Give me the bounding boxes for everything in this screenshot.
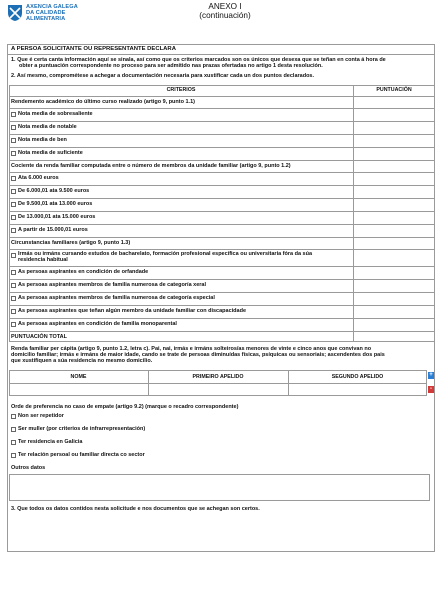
income-note-line: que xustifiquen a súa residencia no mesmo domicilio.: [11, 358, 153, 364]
criteria-option-label-cont: residencia habitual: [18, 257, 68, 263]
income-checkbox[interactable]: [11, 228, 16, 233]
criteria-option-label: De 9.500,01 ata 13.000 euros: [18, 201, 93, 207]
annex-subtitle: (continuación): [199, 11, 251, 20]
criteria-option-label: De 6.000,01 ata 9.500 euros: [18, 188, 90, 194]
tiebreak-checkbox[interactable]: [11, 427, 16, 432]
agency-logo: [7, 3, 107, 25]
declaration-point-1-cont: obter a puntuación correspondente no proceso para ser admitido nas prazas ofertadas no artigo 1 desta resolución.: [19, 63, 323, 69]
criteria-option-label: As persoas aspirantes membros de familia numerosa de categoría especial: [18, 295, 215, 301]
criteria-option-label: Nota media de sobresaliente: [18, 111, 93, 117]
income-note-line: Renda familiar per cápita (artigo 9, punto 1.2, letra c). Pai, nai, irmás e irmáns solteiros/as menores de vinte e cinco anos que convivan no: [11, 346, 372, 352]
criteria-option-label: As persoas aspirantes en condición de orfandade: [18, 269, 149, 275]
declaration-point-3: 3. Que todos os datos contidos nesta solicitude e nos documentos que se achegan son certos.: [11, 506, 260, 512]
criteria-option-label: As persoas aspirantes en condición de familia monoparental: [18, 321, 177, 327]
family-checkbox[interactable]: [11, 309, 16, 314]
tiebreak-heading: Orde de preferencia no caso de empate (artigo 9.2) (marque o recadro correspondente): [11, 404, 239, 410]
family-checkbox[interactable]: [11, 283, 16, 288]
declaration-point-1: 1. Que é certa canta información aquí se sinala, así como que os criterios marcados son os únicos que desexa que se teñan en conta á hora de: [11, 57, 386, 63]
second-surname-column-header: SEGUNDO APELIDO: [331, 374, 384, 380]
remove-row-button[interactable]: -: [430, 386, 432, 392]
criteria-option-label: A partir de 15.000,01 euros: [18, 227, 88, 233]
first-surname-column-header: PRIMEIRO APELIDO: [192, 374, 244, 380]
family-checkbox[interactable]: [11, 270, 16, 275]
agency-name-line: ALIMENTARIA: [26, 16, 66, 22]
other-data-label: Outros datos: [11, 465, 46, 471]
tiebreak-option-label: Ter relación persoal ou familiar directa co sector: [18, 452, 145, 458]
criteria-option-label: As persoas aspirantes membros de familia numerosa de categoría xeral: [18, 282, 206, 288]
section-title: A PERSOA SOLICITANTE OU REPRESENTANTE DECLARA: [11, 46, 176, 52]
income-checkbox[interactable]: [11, 176, 16, 181]
tiebreak-checkbox[interactable]: [11, 453, 16, 458]
academic-checkbox[interactable]: [11, 112, 16, 117]
academic-checkbox[interactable]: [11, 125, 16, 130]
criteria-option-label: Nota media de suficiente: [18, 150, 83, 156]
total-score-label: PUNTUACIÓN TOTAL: [11, 334, 68, 340]
income-checkbox[interactable]: [11, 202, 16, 207]
family-heading: Circunstancias familiares (artigo 9, punto 1.3): [11, 240, 131, 246]
criteria-option-label: Irmás ou irmáns cursando estudos de bacharelato, formación profesional específica ou universitaria fóra da súa: [18, 251, 313, 257]
academic-heading: Rendemento académico do último curso realizado (artigo 9, punto 1.1): [11, 99, 195, 105]
agency-name-line: DA CALIDADE: [26, 10, 66, 16]
criteria-option-label: Nota media de notable: [18, 124, 77, 130]
criteria-column-header: CRITERIOS: [166, 87, 196, 93]
agency-name-line: AXENCIA GALEGA: [26, 4, 78, 10]
family-checkbox[interactable]: [11, 253, 16, 258]
family-checkbox[interactable]: [11, 322, 16, 327]
annex-heading: [180, 2, 270, 20]
tiebreak-option-label: Non ser repetidor: [18, 413, 64, 419]
family-checkbox[interactable]: [11, 296, 16, 301]
criteria-option-label: Nota media de ben: [18, 137, 67, 143]
member-name-input[interactable]: [10, 384, 147, 395]
member-first-surname-input[interactable]: [149, 384, 287, 395]
member-second-surname-input[interactable]: [289, 384, 426, 395]
name-column-header: NOME: [70, 374, 87, 380]
tiebreak-option-label: Ter residencia en Galicia: [18, 439, 83, 445]
tiebreak-checkbox[interactable]: [11, 414, 16, 419]
annex-title: ANEXO I: [208, 2, 242, 11]
criteria-option-label: Ata 6.000 euros: [18, 175, 59, 181]
add-row-button[interactable]: +: [429, 372, 433, 378]
academic-checkbox[interactable]: [11, 151, 16, 156]
income-checkbox[interactable]: [11, 215, 16, 220]
criteria-option-label: As persoas aspirantes que teñan algún membro da unidade familiar con discapacidade: [18, 308, 247, 314]
other-data-textarea[interactable]: [9, 474, 430, 501]
academic-checkbox[interactable]: [11, 138, 16, 143]
income-note-line: domicilio familiar; irmás e irmáns de maior idade, cando se trate de persoas diminuídas físicas, psíquicas ou sensoriais; ascendentes dos pais: [11, 352, 385, 358]
xunta-logo-icon: [7, 4, 23, 22]
income-checkbox[interactable]: [11, 189, 16, 194]
declaration-point-2: 2. Así mesmo, comprométese a achegar a documentación necesaria para xustificar cada un dos puntos declarados.: [11, 73, 315, 79]
tiebreak-checkbox[interactable]: [11, 440, 16, 445]
tiebreak-option-label: Ser muller (por criterios de infrarrepresentación): [18, 426, 146, 432]
criteria-option-label: De 13.000,01 ata 15.000 euros: [18, 214, 96, 220]
score-column-header: PUNTUACIÓN: [376, 87, 412, 93]
income-heading: Cociente da renda familiar computada entre o número de membros da unidade familiar (artigo 9, punto 1.2): [11, 163, 291, 169]
